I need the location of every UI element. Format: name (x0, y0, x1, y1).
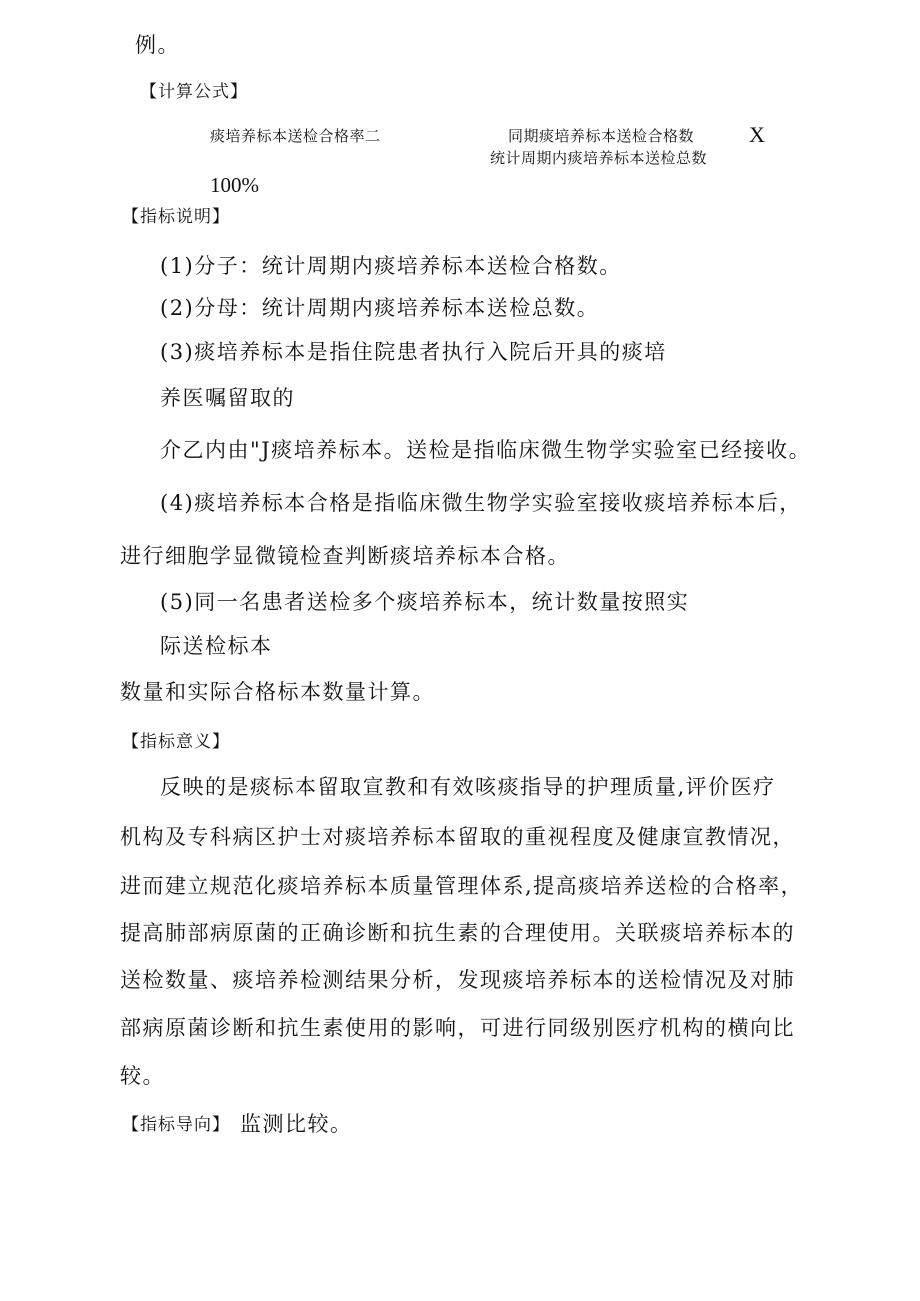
meaning-line-5: 送检数量、痰培养检测结果分析，发现痰培养标本的送检情况及对肺 (120, 968, 795, 992)
meaning-heading: 【指标意义】 (122, 732, 230, 752)
formula-percent: 100% (210, 173, 259, 197)
formula-denominator: 统计周期内痰培养标本送检总数 (490, 149, 708, 167)
guide-text: 监测比较。 (240, 1112, 353, 1136)
item-3-line-3: 介乙内由"J痰培养标本。送检是指临床微生物学实验室已经接收。 (160, 438, 812, 462)
item-2: (2)分母：统计周期内痰培养标本送检总数。 (160, 296, 600, 320)
item-3-line-1: (3)痰培养标本是指住院患者执行入院后开具的痰培 (160, 340, 667, 364)
meaning-line-2: 机构及专科病区护士对痰培养标本留取的重视程度及健康宣教情况， (120, 825, 795, 849)
item-5-line-1: (5)同一名患者送检多个痰培养标本，统计数量按照实 (160, 590, 690, 614)
formula-times: X (749, 122, 765, 147)
continued-text: 例。 (135, 33, 180, 57)
formula-numerator: 同期痰培养标本送检合格数 (508, 127, 695, 145)
explanation-heading: 【指标说明】 (122, 207, 230, 227)
item-4-line-2: 进行细胞学显微镜检查判断痰培养标本合格。 (120, 544, 570, 568)
item-5-line-2: 际送检标本 (160, 634, 273, 658)
guide-heading: 【指标导向】 (122, 1115, 230, 1135)
meaning-line-6: 部病原菌诊断和抗生素使用的影响，可进行同级别医疗机构的横向比 (120, 1016, 795, 1040)
formula-heading: 【计算公式】 (140, 82, 248, 102)
item-5-line-3: 数量和实际合格标本数量计算。 (120, 680, 435, 704)
item-3-line-2: 养医嘱留取的 (160, 386, 295, 410)
meaning-line-4: 提高肺部病原菌的正确诊断和抗生素的合理使用。关联痰培养标本的 (120, 921, 795, 945)
item-1: (1)分子：统计周期内痰培养标本送检合格数。 (160, 254, 622, 278)
item-4-line-1: (4)痰培养标本合格是指临床微生物学实验室接收痰培养标本后， (160, 491, 802, 515)
meaning-line-3: 进而建立规范化痰培养标本质量管理体系,提高痰培养送检的合格率， (120, 874, 804, 898)
formula-left: 痰培养标本送检合格率二 (210, 127, 381, 145)
meaning-line-1: 反映的是痰标本留取宣教和有效咳痰指导的护理质量,评价医疗 (160, 775, 776, 799)
meaning-line-7: 较。 (120, 1064, 165, 1088)
